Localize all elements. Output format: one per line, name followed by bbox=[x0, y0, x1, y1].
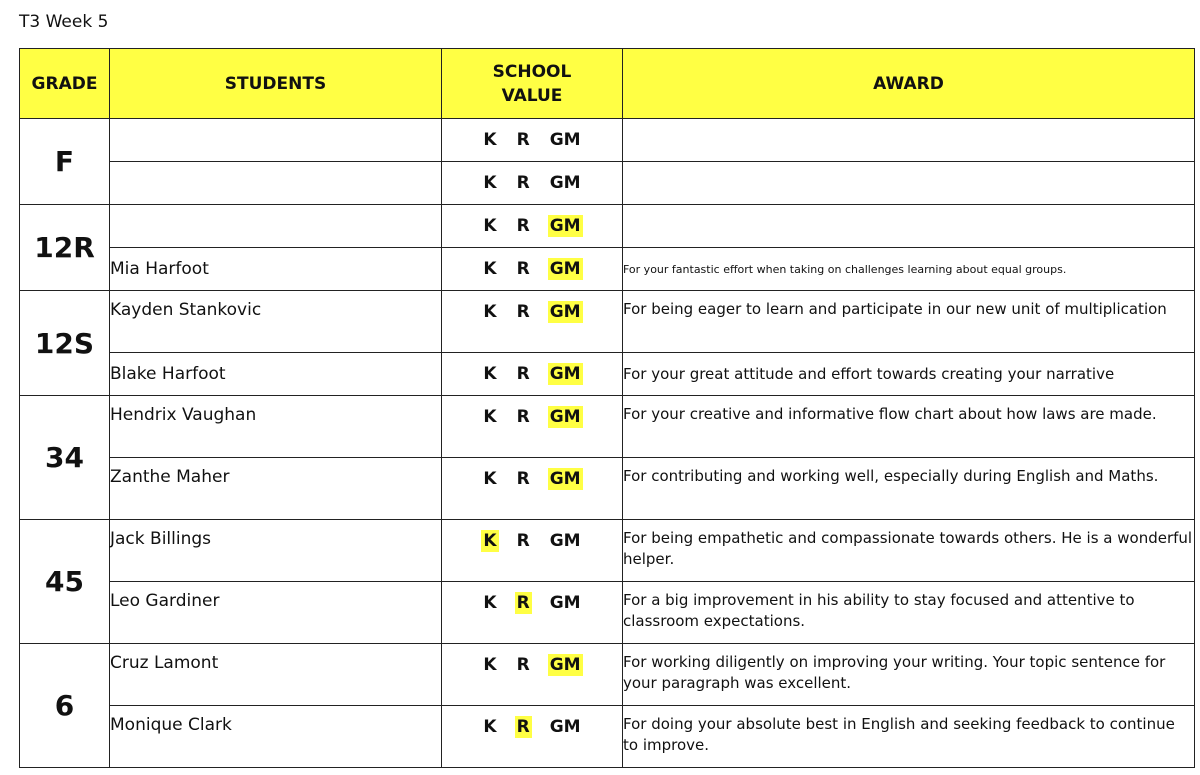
grade-cell: 6 bbox=[20, 644, 110, 768]
table-row bbox=[20, 248, 1195, 291]
school-value-r: R bbox=[516, 259, 530, 279]
school-value-cell bbox=[442, 644, 623, 706]
student-name bbox=[110, 119, 442, 162]
school-value-r: R bbox=[516, 469, 530, 489]
table-row bbox=[20, 353, 1195, 396]
student-name: Hendrix Vaughan bbox=[110, 396, 442, 458]
grade-cell: 45 bbox=[20, 520, 110, 644]
table-row bbox=[20, 396, 1195, 458]
student-name: Blake Harfoot bbox=[110, 353, 442, 396]
award-text bbox=[623, 205, 1195, 248]
school-value-cell bbox=[442, 520, 623, 582]
award-text: For working diligently on improving your writing. Your topic sentence for your paragraph was excellent. bbox=[623, 644, 1195, 706]
school-value-header bbox=[442, 49, 623, 119]
award-text: For a big improvement in his ability to stay focused and attentive to classroom expectations. bbox=[623, 582, 1195, 644]
school-value-cell bbox=[442, 706, 623, 768]
school-value-gm: GM bbox=[549, 531, 581, 551]
award-text bbox=[623, 162, 1195, 205]
table-row bbox=[20, 291, 1195, 353]
school-value-k: K bbox=[483, 173, 497, 193]
school-value-k: K bbox=[483, 216, 497, 236]
award-text: For contributing and working well, especially during English and Maths. bbox=[623, 458, 1195, 520]
table-row bbox=[20, 205, 1195, 248]
grade-cell: 12R bbox=[20, 205, 110, 291]
grade-cell: F bbox=[20, 119, 110, 205]
grade-cell: 12S bbox=[20, 291, 110, 396]
school-value-r: R bbox=[516, 593, 530, 613]
school-value-r: R bbox=[516, 717, 530, 737]
student-name: Leo Gardiner bbox=[110, 582, 442, 644]
school-value-r: R bbox=[516, 531, 530, 551]
school-value-gm: GM bbox=[549, 130, 581, 150]
school-value-gm: GM bbox=[549, 655, 581, 675]
school-value-gm: GM bbox=[549, 259, 581, 279]
table-row bbox=[20, 119, 1195, 162]
award-text: For doing your absolute best in English and seeking feedback to continue to improve. bbox=[623, 706, 1195, 768]
school-value-gm: GM bbox=[549, 407, 581, 427]
table-row bbox=[20, 458, 1195, 520]
school-value-cell bbox=[442, 458, 623, 520]
school-value-gm: GM bbox=[549, 469, 581, 489]
award-text: For your creative and informative flow chart about how laws are made. bbox=[623, 396, 1195, 458]
table-row bbox=[20, 162, 1195, 205]
student-name: Cruz Lamont bbox=[110, 644, 442, 706]
school-value-gm: GM bbox=[549, 173, 581, 193]
student-name bbox=[110, 205, 442, 248]
table-row bbox=[20, 582, 1195, 644]
school-value-k: K bbox=[483, 259, 497, 279]
school-value-cell bbox=[442, 119, 623, 162]
school-value-gm: GM bbox=[549, 302, 581, 322]
school-value-k: K bbox=[483, 364, 497, 384]
school-value-header-line1: SCHOOL bbox=[492, 61, 572, 82]
school-value-k: K bbox=[483, 717, 497, 737]
school-value-cell bbox=[442, 205, 623, 248]
table-row bbox=[20, 706, 1195, 768]
award-text: For being eager to learn and participate in our new unit of multiplication bbox=[623, 291, 1195, 353]
school-value-r: R bbox=[516, 302, 530, 322]
school-value-r: R bbox=[516, 364, 530, 384]
school-value-k: K bbox=[483, 302, 497, 322]
students-header: STUDENTS bbox=[110, 49, 442, 119]
school-value-k: K bbox=[483, 469, 497, 489]
student-name: Monique Clark bbox=[110, 706, 442, 768]
table-row bbox=[20, 520, 1195, 582]
school-value-r: R bbox=[516, 216, 530, 236]
school-value-k: K bbox=[483, 130, 497, 150]
award-text bbox=[623, 119, 1195, 162]
student-name: Jack Billings bbox=[110, 520, 442, 582]
school-value-r: R bbox=[516, 130, 530, 150]
student-name bbox=[110, 162, 442, 205]
school-value-cell bbox=[442, 162, 623, 205]
grade-cell: 34 bbox=[20, 396, 110, 520]
school-value-k: K bbox=[483, 407, 497, 427]
school-value-cell bbox=[442, 582, 623, 644]
school-value-k: K bbox=[483, 531, 497, 551]
grade-header: GRADE bbox=[20, 49, 110, 119]
award-header: AWARD bbox=[623, 49, 1195, 119]
school-value-r: R bbox=[516, 407, 530, 427]
awards-table bbox=[19, 48, 1195, 768]
school-value-gm: GM bbox=[549, 593, 581, 613]
school-value-k: K bbox=[483, 593, 497, 613]
school-value-cell bbox=[442, 248, 623, 291]
student-name: Kayden Stankovic bbox=[110, 291, 442, 353]
table-row bbox=[20, 644, 1195, 706]
school-value-k: K bbox=[483, 655, 497, 675]
school-value-cell bbox=[442, 353, 623, 396]
school-value-gm: GM bbox=[549, 717, 581, 737]
school-value-header-line2: VALUE bbox=[501, 85, 563, 106]
award-text: For your fantastic effort when taking on challenges learning about equal groups. bbox=[623, 248, 1195, 291]
school-value-cell bbox=[442, 396, 623, 458]
school-value-r: R bbox=[516, 655, 530, 675]
student-name: Mia Harfoot bbox=[110, 248, 442, 291]
header-row bbox=[20, 49, 1195, 119]
document-title: T3 Week 5 bbox=[19, 12, 109, 32]
student-name: Zanthe Maher bbox=[110, 458, 442, 520]
award-text: For your great attitude and effort towards creating your narrative bbox=[623, 353, 1195, 396]
award-text: For being empathetic and compassionate towards others. He is a wonderful helper. bbox=[623, 520, 1195, 582]
school-value-r: R bbox=[516, 173, 530, 193]
school-value-gm: GM bbox=[549, 216, 581, 236]
school-value-gm: GM bbox=[549, 364, 581, 384]
school-value-cell bbox=[442, 291, 623, 353]
awards-table-body bbox=[20, 119, 1195, 768]
